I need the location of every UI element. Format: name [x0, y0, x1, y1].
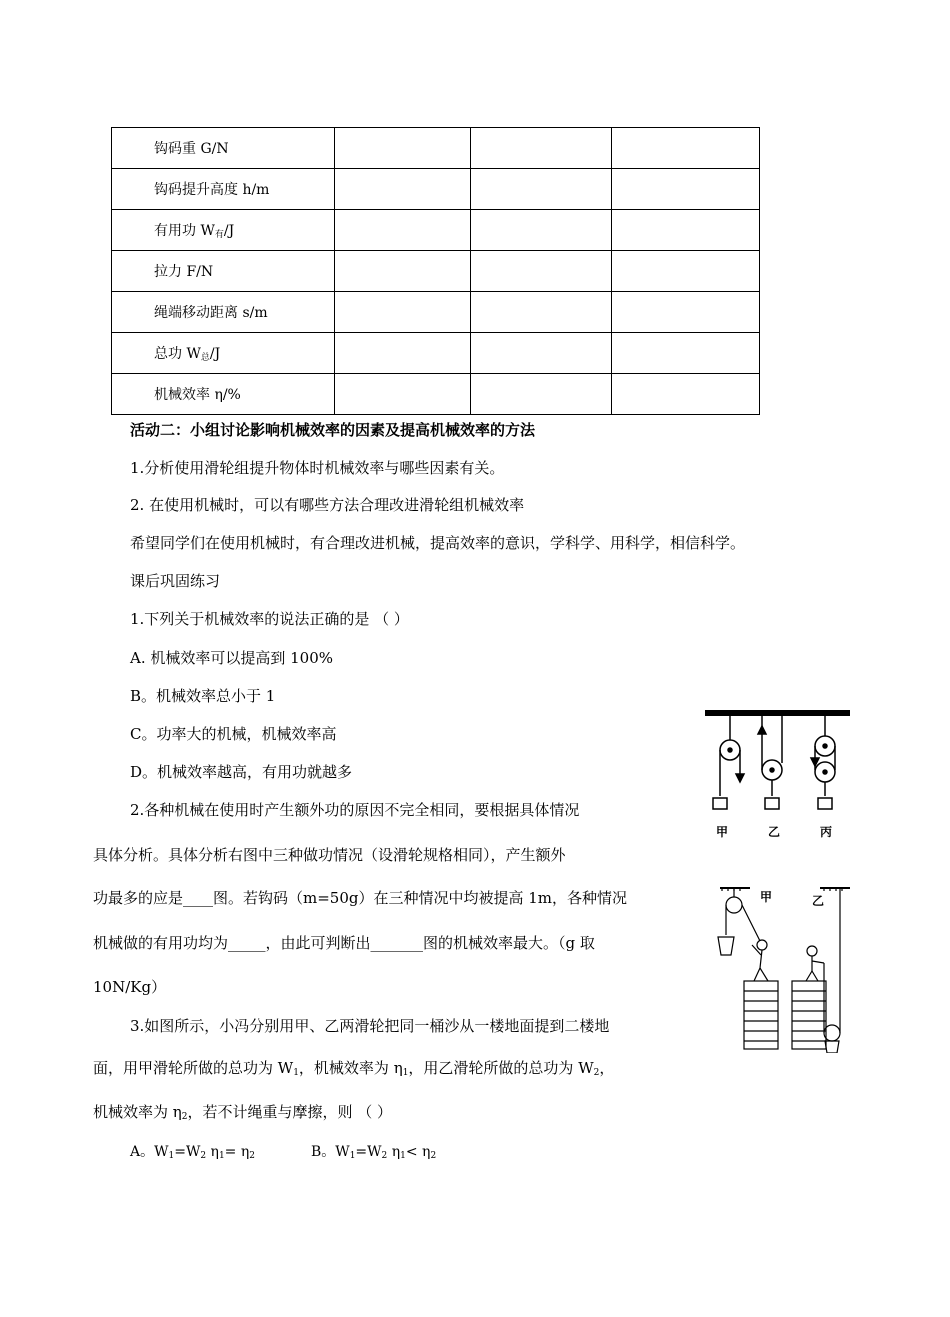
label-text: 有用功 W — [154, 223, 215, 239]
pulley-setup-bing — [811, 716, 835, 809]
ceiling-bar — [705, 710, 850, 716]
row-label — [112, 333, 335, 374]
text: = η — [224, 1144, 250, 1160]
q1-option-c[interactable]: C。功率大的机械，机械效率高 — [130, 725, 337, 743]
text: η — [387, 1144, 401, 1160]
text: 面，用甲滑轮所做的总功为 W — [93, 1059, 294, 1077]
practice-title: 课后巩固练习 — [130, 572, 221, 590]
table-cell[interactable] — [612, 374, 760, 415]
label-bing: 丙 — [820, 825, 833, 839]
subscript: 1 — [402, 1068, 409, 1078]
label-subscript: 总 — [200, 353, 210, 363]
q2-line-3: 功最多的应是____图。若钩码（m=50g）在三种情况中均被提高 1m，各种情况 — [93, 889, 628, 907]
pulley-setup-jia — [713, 716, 744, 809]
q3-line-1: 3.如图所示，小冯分别用甲、乙两滑轮把同一桶沙从一楼地面提到二楼地 — [130, 1017, 610, 1035]
text: ，若不计绳重与摩擦，则 （ ） — [187, 1103, 393, 1121]
q1-stem: 1.下列关于机械效率的说法正确的是 （ ） — [130, 610, 409, 628]
q3-option-b[interactable] — [311, 1142, 436, 1166]
table-cell[interactable] — [471, 374, 612, 415]
label-yi: 乙 — [812, 894, 825, 908]
label-subscript: 有 — [214, 230, 224, 240]
text: =W — [355, 1144, 382, 1160]
text: 机械效率为 η — [93, 1103, 182, 1121]
subscript: 2 — [200, 1151, 207, 1161]
text: ，用乙滑轮所做的总功为 W — [408, 1059, 594, 1077]
q3-option-a[interactable] — [130, 1142, 255, 1166]
table-cell[interactable] — [471, 169, 612, 210]
text: η — [206, 1144, 219, 1160]
row-label: 钩码重 G/N — [112, 128, 335, 169]
table-row — [112, 169, 760, 210]
pulley-setup-yi — [758, 716, 782, 809]
q1-option-d[interactable]: D。机械效率越高，有用功就越多 — [130, 763, 353, 781]
label-text: /J — [209, 346, 221, 362]
text: < η — [405, 1144, 431, 1160]
table-row — [112, 251, 760, 292]
q2-line-1: 2.各种机械在使用时产生额外功的原因不完全相同，要根据具体情况 — [130, 801, 580, 819]
table-cell[interactable] — [335, 374, 471, 415]
row-label: 拉力 F/N — [112, 251, 335, 292]
table-cell[interactable] — [335, 333, 471, 374]
table-cell[interactable] — [335, 128, 471, 169]
table-cell[interactable] — [471, 128, 612, 169]
table-cell[interactable] — [335, 251, 471, 292]
activity2-item-2: 2. 在使用机械时，可以有哪些方法合理改进滑轮组机械效率 — [130, 496, 525, 514]
table-cell[interactable] — [335, 169, 471, 210]
table-row — [112, 210, 760, 251]
text: ， — [599, 1059, 615, 1077]
pulley-figure-1 — [700, 708, 855, 843]
q2-line-4: 机械做的有用功均为_____，由此可判断出_______图的机械效率最大。（g 取 — [93, 934, 595, 952]
table-row — [112, 292, 760, 333]
table-cell[interactable] — [471, 292, 612, 333]
pulley-figure-2 — [712, 883, 862, 1053]
subscript: 2 — [381, 1151, 388, 1161]
setup-yi — [792, 888, 850, 1053]
q3-line-2 — [93, 1058, 614, 1083]
subscript: 1 — [293, 1068, 299, 1078]
subscript: 2 — [593, 1068, 600, 1078]
label-yi: 乙 — [768, 825, 781, 839]
table-cell[interactable] — [612, 251, 760, 292]
table-cell[interactable] — [335, 210, 471, 251]
subscript: 2 — [181, 1112, 188, 1122]
text: =W — [174, 1144, 201, 1160]
activity2-heading: 活动二：小组讨论影响机械效率的因素及提高机械效率的方法 — [130, 421, 536, 439]
q2-line-2: 具体分析。具体分析右图中三种做功情况（设滑轮规格相同），产生额外 — [93, 846, 566, 864]
q1-option-a[interactable]: A. 机械效率可以提高到 100% — [130, 649, 334, 667]
label-jia: 甲 — [760, 890, 773, 904]
table-cell[interactable] — [335, 292, 471, 333]
subscript: 1 — [218, 1151, 225, 1161]
q2-line-5: 10N/Kg） — [93, 978, 167, 996]
table-cell[interactable] — [612, 210, 760, 251]
table-cell[interactable] — [612, 333, 760, 374]
q3-line-3 — [93, 1102, 392, 1127]
table-cell[interactable] — [612, 128, 760, 169]
row-label: 绳端移动距离 s/m — [112, 292, 335, 333]
table-cell[interactable] — [612, 169, 760, 210]
text: A。W — [130, 1144, 169, 1160]
subscript: 2 — [430, 1151, 437, 1161]
label-text: 总功 W — [154, 346, 201, 362]
label-text: /J — [223, 223, 235, 239]
subscript: 1 — [168, 1151, 175, 1161]
table-row — [112, 333, 760, 374]
table-row — [112, 128, 760, 169]
label-jia: 甲 — [716, 825, 729, 839]
activity2-item-1: 1.分析使用滑轮组提升物体时机械效率与哪些因素有关。 — [130, 459, 505, 477]
subscript: 2 — [249, 1151, 255, 1161]
subscript: 1 — [349, 1151, 356, 1161]
table-cell[interactable] — [612, 292, 760, 333]
row-label — [112, 210, 335, 251]
table-cell[interactable] — [471, 251, 612, 292]
text: ，机械效率为 η — [298, 1059, 403, 1077]
table-row — [112, 374, 760, 415]
table-cell[interactable] — [471, 210, 612, 251]
experiment-table — [111, 127, 760, 415]
q1-option-b[interactable]: B。机械效率总小于 1 — [130, 687, 276, 705]
row-label: 机械效率 η/% — [112, 374, 335, 415]
hope-text: 希望同学们在使用机械时，有合理改进机械，提高效率的意识，学科学、用科学，相信科学。 — [130, 534, 746, 552]
setup-jia — [718, 888, 778, 1049]
text: B。W — [311, 1144, 350, 1160]
subscript: 1 — [400, 1151, 406, 1161]
row-label: 钩码提升高度 h/m — [112, 169, 335, 210]
table-cell[interactable] — [471, 333, 612, 374]
